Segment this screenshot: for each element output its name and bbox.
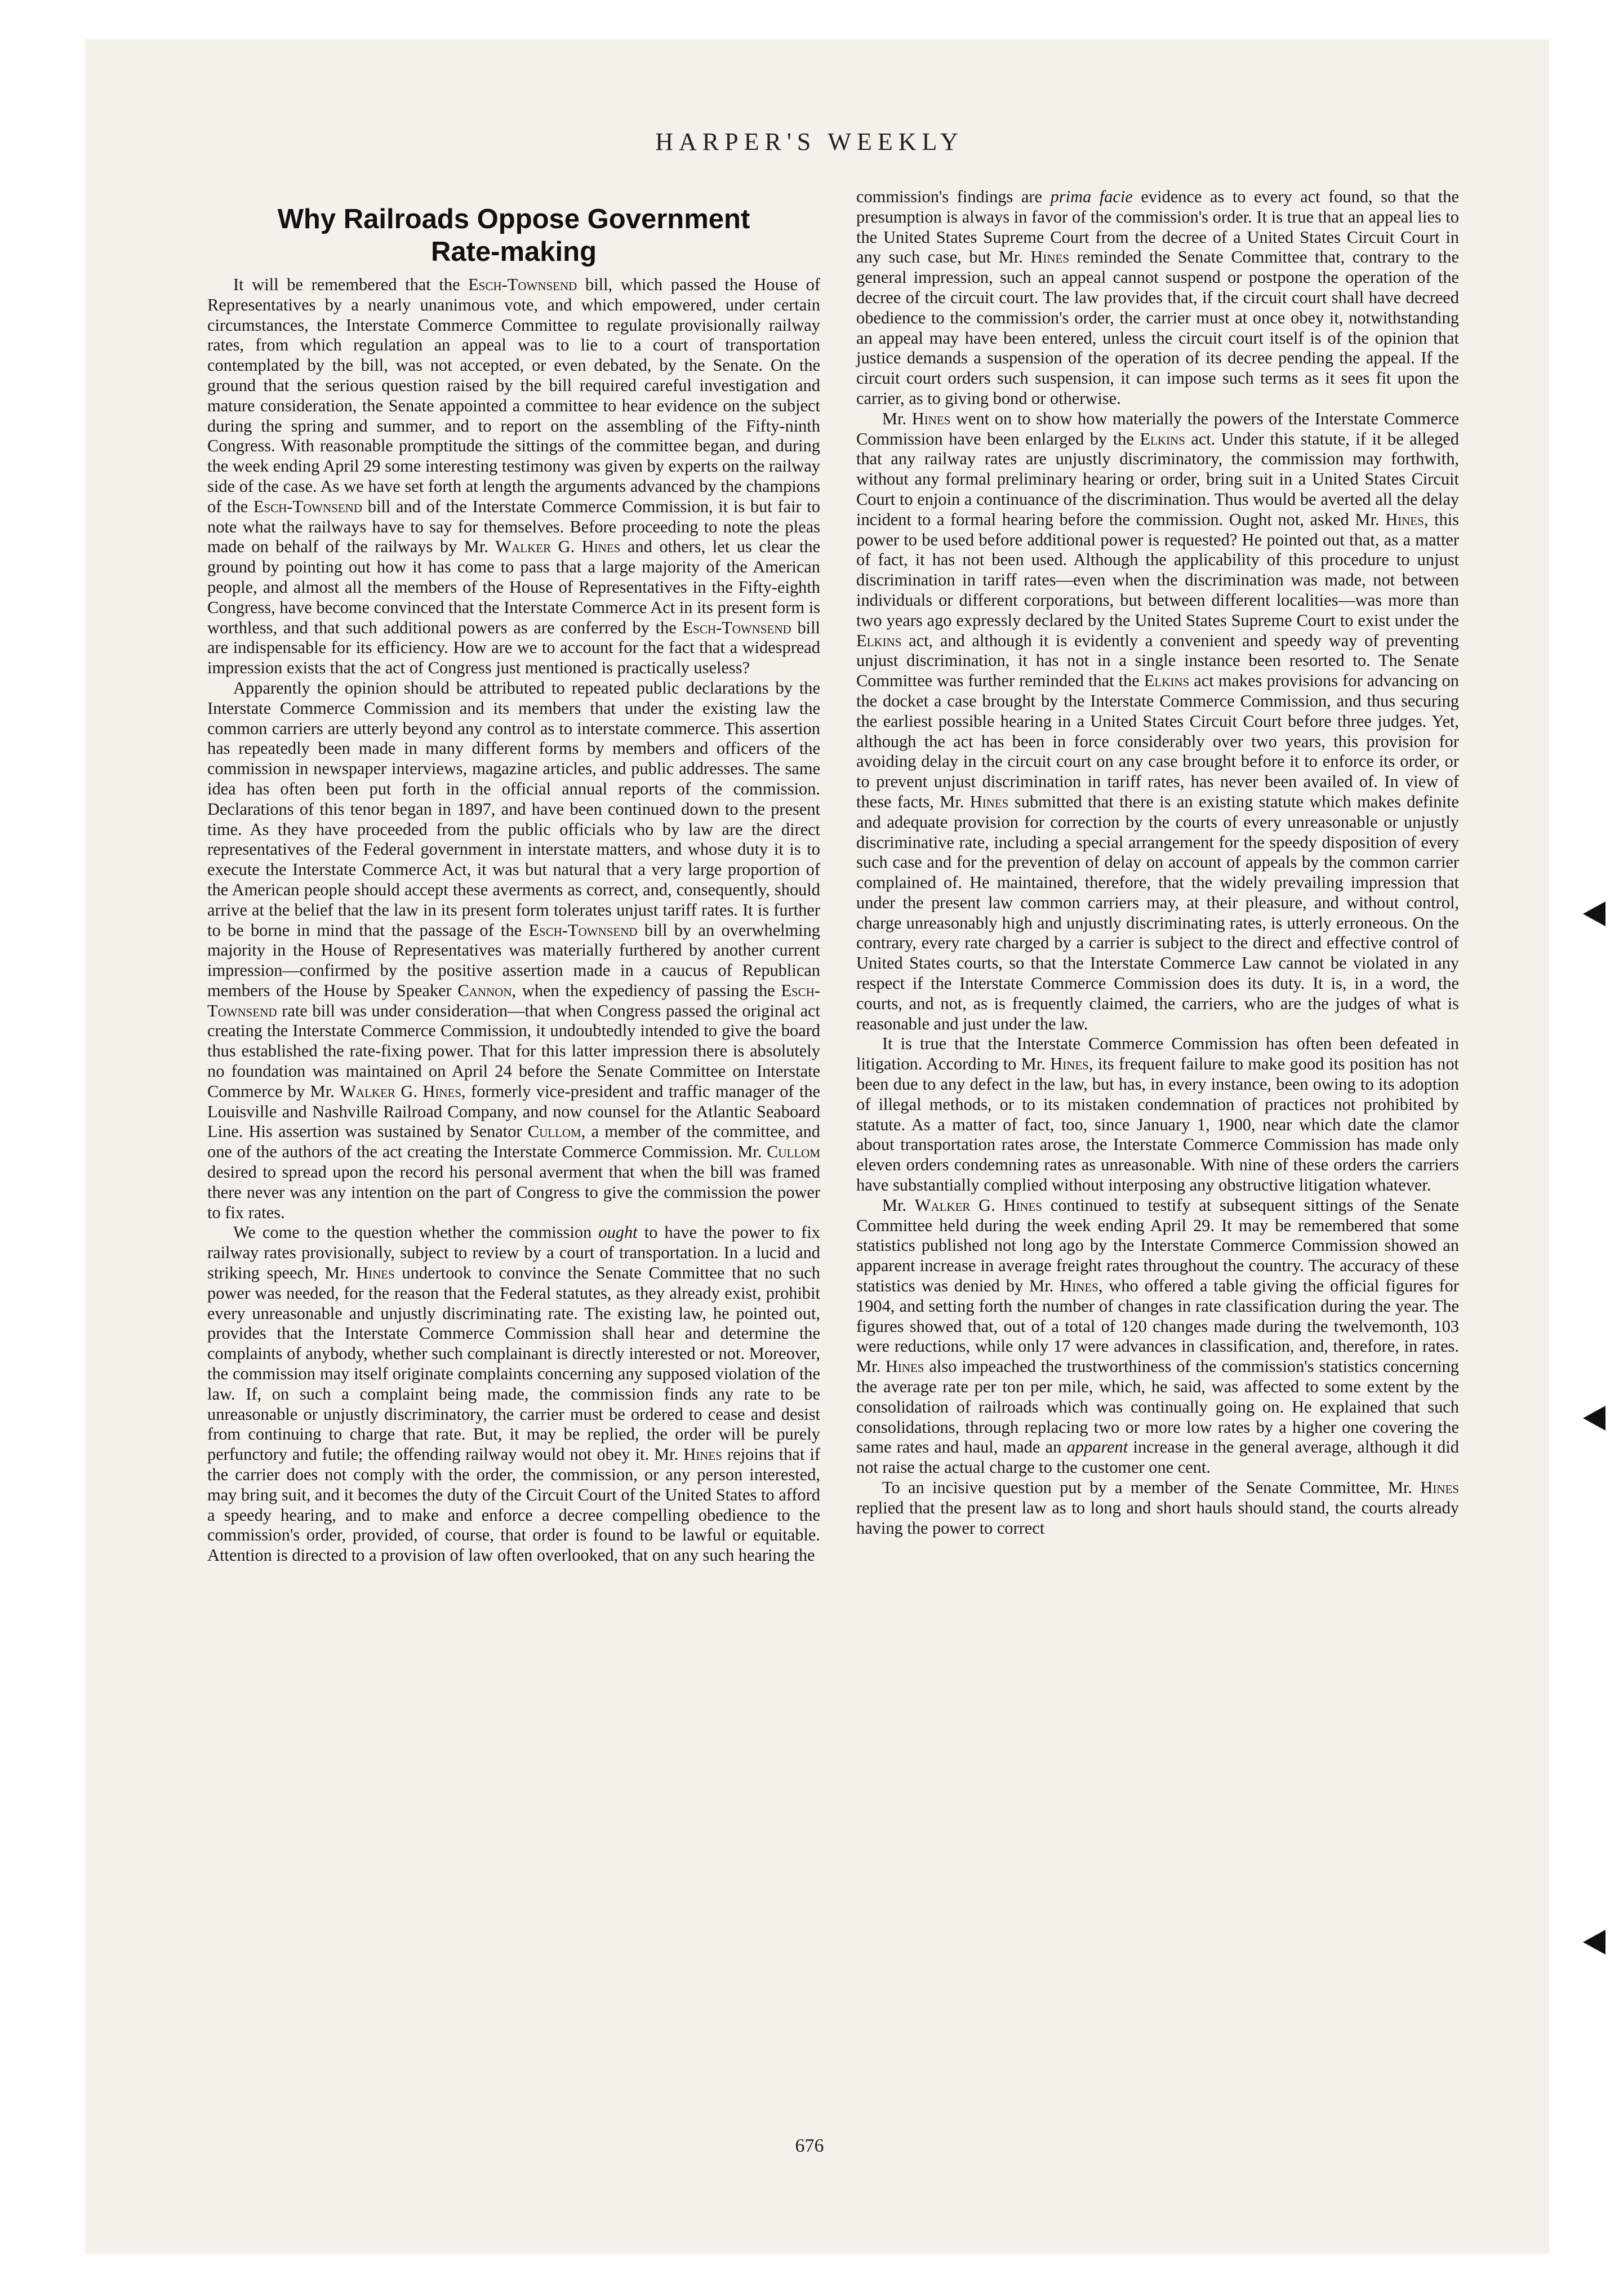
name-hines: Hines <box>1420 1478 1459 1497</box>
paragraph: commission's findings are prima facie evidence as to every act found, so that the presumption is always in favor of the commission's order. It is true that an appeal lies to the United States Supreme Court from the decree of a United States Circuit Court in any such case, but Mr. Hines reminded the Senate Committee that, contrary to the general impression, such an appeal cannot suspend or postpone the operation of the decree of the circuit court. The law provides that, if the circuit court shall have decreed obedience to the commission's order, the carrier must at once obey it, notwithstanding an appeal may have been entered, unless the circuit court itself is of the opinion that justice demands a suspension of the operation of its decree pending the appeal. If the circuit court orders such suspension, it can impose such terms as it sees fit upon the carrier, as to giving bond or otherwise. <box>856 187 1459 408</box>
right-column <box>856 187 1459 1538</box>
emphasis: apparent <box>1066 1437 1128 1457</box>
name-hines: Hines <box>1050 1054 1089 1074</box>
name-esch-townsend: Esch-Townsend <box>682 618 791 637</box>
name-walker-g-hines: Walker G. Hines <box>914 1195 1042 1215</box>
name-hines: Hines <box>1030 247 1070 267</box>
name-hines: Hines <box>885 1357 924 1376</box>
name-elkins: Elkins <box>1140 429 1185 448</box>
paragraph: It will be remembered that the Esch-Townsend bill, which passed the House of Representatives by a nearly unanimous vote, and which empowered, under certain circumstances, the Interstate Commerce Committee to regulate provisionally railway rates, from which regulation an appeal was to lie to a court of transportation contemplated by the bill, was not accepted, or even debated, by the Senate. On the ground that the serious question raised by the bill required careful investigation and mature consideration, the Senate appointed a committee to hear evidence on the subject during the spring and summer, and to report on the assembling of the Fifty-ninth Congress. With reasonable promptitude the sittings of the committee began, and during the week ending April 29 some interesting testimony was given by experts on the railway side of the case. As we have set forth at length the arguments advanced by the champions of the Esch-Townsend bill and of the Interstate Commerce Commission, it is but fair to note what the railways have to say for themselves. Before proceeding to note the pleas made on behalf of the railways by Mr. Walker G. Hines and others, let us clear the ground by pointing out how it has come to pass that a large majority of the American people, and almost all the members of the House of Representatives in the Fifty-eighth Congress, have become convinced that the Interstate Commerce Act in its present form is worthless, and that such additional powers as are conferred by the Esch-Townsend bill are indispensable for its efficiency. How are we to account for the fact that a widespread impression exists that the act of Congress just mentioned is practically useless? <box>207 275 821 678</box>
article-title <box>207 203 820 268</box>
article-title-line-1: Why Railroads Oppose Government <box>277 204 750 234</box>
name-walker-g-hines: Walker G. Hines <box>340 1081 462 1101</box>
binding-mark <box>1583 901 1605 926</box>
paragraph: Mr. Walker G. Hines continued to testify at subsequent sittings of the Senate Committee held during the week ending April 29. It may be remembered that some statistics published not long ago by the Interstate Commerce Commission showed an apparent increase in average freight rates throughout the country. The accuracy of these statistics was denied by Mr. Hines, who offered a table giving the official figures for 1904, and setting forth the number of changes in rate classification during the year. The figures showed that, out of a total of 120 changes made during the twelvemonth, 103 were reductions, while only 17 were advances in classification, and, therefore, in rates. Mr. Hines also impeached the trustworthiness of the commission's statistics concerning the average rate per ton per mile, which, he said, was affected to some extent by the consolidation of railroads which was continually going on. He explained that such consolidations, through replacing two or more low rates by a higher one covering the same rates and haul, made an apparent increase in the general average, although it did not raise the actual charge to the customer one cent. <box>856 1195 1459 1477</box>
paragraph: It is true that the Interstate Commerce Commission has often been defeated in litigation. According to Mr. Hines, its frequent failure to make good its position has not been due to any defect in the law, but has, in every instance, been owing to its adoption of illegal methods, or to its mistaken condemnation of practices not prohibited by statute. As a matter of fact, too, since January 1, 1900, near which date the clamor about transportation rates arose, the Interstate Commerce Commission has made only eleven orders condemning rates as unreasonable. With nine of these orders the carriers have substantially complied without interposing any obstructive litigation whatever. <box>856 1034 1459 1195</box>
name-cullom: Cullom <box>527 1122 581 1142</box>
name-cullom: Cullom <box>767 1142 820 1162</box>
paragraph: Mr. Hines went on to show how materially the powers of the Interstate Commerce Commission have been enlarged by the Elkins act. Under this statute, if it be alleged that any railway rates are unjustly discriminatory, the commission may forthwith, without any formal preliminary hearing or order, bring suit in a United States Circuit Court to enjoin a continuance of the discrimination. Thus would be averted all the delay incident to a formal hearing before the commission. Ought not, asked Mr. Hines, this power to be used before additional power is requested? He pointed out that, as a matter of fact, it has not been used. Although the applicability of this procedure to unjust discrimination in tariff rates—even when the discrimination was made, not between individuals or different corporations, but between different localities—was more than two years ago expressly declared by the United States Supreme Court to exist under the Elkins act, and although it is evidently a convenient and speedy way of preventing unjust discrimination, it has not in a single instance been resorted to. The Senate Committee was further reminded that the Elkins act makes provisions for advancing on the docket a case brought by the Interstate Commerce Commission, and thus securing the earliest possible hearing in a United States Circuit Court before three judges. Yet, although the act has been in force considerably over two years, this provision for avoiding delay in the circuit court on any case brought before it to enforce its order, or to prevent unjust discrimination in tariff rates, has never been availed of. In view of these facts, Mr. Hines submitted that there is an existing statute which makes definite and adequate provision for correction by the courts of every unreasonable or unjustly discriminative rate, including a special arrangement for the speedy disposition of every such case and for the prevention of delay on account of appeals by the common carrier complained of. He maintained, therefore, that the widely prevailing impression that under the present law common carriers may, at their pleasure, and without control, charge unreasonably high and unjustly discriminating rates, is utterly erroneous. On the contrary, every rate charged by a carrier is subject to the direct and effective control of United States courts, so that the Interstate Commerce Law cannot be violated in any respect if the Interstate Commerce Commission does its duty. It is, in a word, the courts, and not, as is frequently claimed, the carriers, who are the judges of what is reasonable and just under the law. <box>856 408 1460 1033</box>
binding-mark <box>1583 1930 1605 1955</box>
left-column <box>207 187 820 1566</box>
name-hines: Hines <box>683 1445 722 1464</box>
paragraph: We come to the question whether the commission ought to have the power to fix railway rates provisionally, subject to review by a court of transportation. In a lucid and striking speech, Mr. Hines undertook to convince the Senate Committee that no such power was needed, for the reason that the Federal statutes, as they already exist, prohibit every unreasonable and unjustly discriminating rate. The existing law, he pointed out, provides that the Interstate Commerce Commission shall hear and determine the complaints of anybody, whether such complainant is directly interested or not. Moreover, the commission may itself originate complaints concerning any supposed violation of the law. If, on such a complaint being made, the commission finds any rate to be unreasonable or unjustly discriminatory, the carrier must be ordered to cease and desist from continuing to charge that rate. But, it may be replied, the order will be purely perfunctory and futile; the offending railway would not obey it. Mr. Hines rejoins that if the carrier does not comply with the order, the commission, or any person interested, may bring suit, and it becomes the duty of the Circuit Court of the United States to afford a speedy hearing, and to make and enforce a decree compelling obedience to the commission's order, provided, of course, that order is found to be lawful or equitable. Attention is directed to a provision of law often overlooked, that on any such hearing the <box>207 1223 820 1565</box>
running-head: HARPER'S WEEKLY <box>655 128 964 156</box>
name-hines: Hines <box>969 792 1009 811</box>
article-title-line-2: Rate-making <box>430 237 597 267</box>
emphasis: ought <box>598 1223 638 1242</box>
name-esch-townsend: Esch-Townsend <box>207 980 820 1020</box>
name-esch-townsend: Esch-Townsend <box>253 496 362 516</box>
name-hines: Hines <box>356 1263 395 1283</box>
name-esch-townsend: Esch-Townsend <box>528 920 638 940</box>
name-walker-g-hines: Walker G. Hines <box>495 537 621 557</box>
name-hines: Hines <box>1060 1276 1098 1296</box>
paragraph: Apparently the opinion should be attributed to repeated public declarations by the Interstate Commerce Commission and its members that under the existing law the common carriers are utterly beyond any control as to interstate commerce. This assertion has repeatedly been made in many different forms by members and officers of the commission in newspaper interviews, magazine articles, and public addresses. The same idea has often been put forth in the official annual reports of the commission. Declarations of this tenor began in 1897, and have been continued down to the present time. As they have proceeded from the public officials who by law are the direct representatives of the Federal government in interstate matters, and whose duty it is to execute the Interstate Commerce Act, it was but natural that a very large proportion of the American people should accept these averments as correct, and, consequently, should arrive at the belief that the law in its present form tolerates unjust tariff rates. It is further to be borne in mind that the passage of the Esch-Townsend bill by an overwhelming majority in the House of Representatives was materially furthered by another current impression—confirmed by the positive assertion made in a caucus of Republican members of the House by Speaker Cannon, when the expediency of passing the Esch-Townsend rate bill was under consideration—that when Congress passed the original act creating the Interstate Commerce Commission, it undoubtedly intended to give the board thus established the rate-fixing power. That for this latter impression there is absolutely no foundation was maintained on April 24 before the Senate Committee on Interstate Commerce by Mr. Walker G. Hines, formerly vice-president and traffic manager of the Louisville and Nashville Railroad Company, and now counsel for the Atlantic Seaboard Line. His assertion was sustained by Senator Cullom, a member of the committee, and one of the authors of the act creating the Interstate Commerce Commission. Mr. Cullom desired to spread upon the record his personal averment that when the bill was framed there never was any intention on the part of Congress to give the commission the power to fix rates. <box>207 678 821 1222</box>
binding-mark <box>1583 1406 1605 1431</box>
name-hines: Hines <box>1385 509 1424 529</box>
name-esch-townsend: Esch-Townsend <box>468 275 577 294</box>
paragraph: To an incisive question put by a member of the Senate Committee, Mr. Hines replied that the present law as to long and short hauls should stand, the courts already having the power to correct <box>856 1478 1459 1538</box>
name-hines: Hines <box>911 408 951 428</box>
name-elkins: Elkins <box>1144 671 1190 691</box>
emphasis: prima facie <box>1050 187 1133 206</box>
page-number: 676 <box>795 2135 824 2156</box>
name-cannon: Cannon <box>457 980 512 1000</box>
name-elkins: Elkins <box>856 630 902 650</box>
